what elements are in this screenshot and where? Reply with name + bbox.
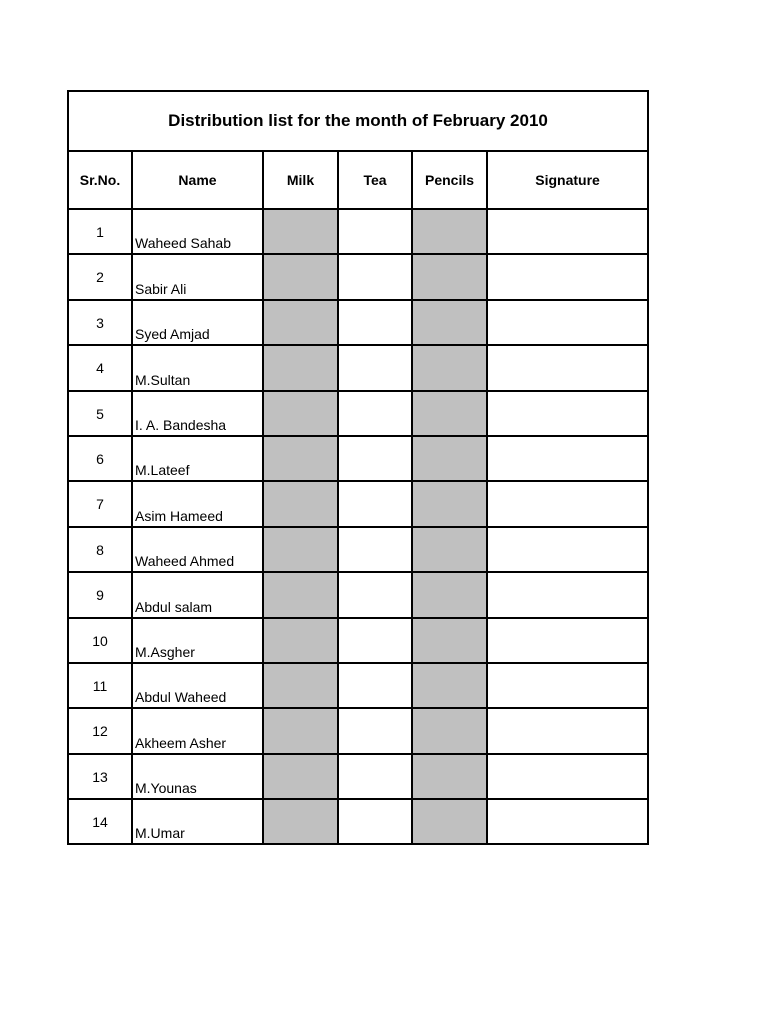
milk-cell[interactable] — [263, 391, 338, 436]
header-tea: Tea — [338, 151, 412, 209]
milk-cell[interactable] — [263, 300, 338, 345]
sr-no-cell: 3 — [68, 300, 132, 345]
name-cell: I. A. Bandesha — [132, 391, 263, 436]
name-cell: Waheed Ahmed — [132, 527, 263, 572]
signature-cell[interactable] — [487, 345, 648, 390]
table-row — [68, 254, 648, 299]
milk-cell[interactable] — [263, 618, 338, 663]
sr-no-cell: 5 — [68, 391, 132, 436]
name-cell: M.Asgher — [132, 618, 263, 663]
pencils-cell[interactable] — [412, 209, 487, 254]
name-cell: Abdul Waheed — [132, 663, 263, 708]
tea-cell[interactable] — [338, 391, 412, 436]
signature-cell[interactable] — [487, 572, 648, 617]
name-cell: M.Umar — [132, 799, 263, 844]
sr-no-cell: 7 — [68, 481, 132, 526]
pencils-cell[interactable] — [412, 391, 487, 436]
name-cell: Waheed Sahab — [132, 209, 263, 254]
sr-no-cell: 8 — [68, 527, 132, 572]
table-row — [68, 618, 648, 663]
milk-cell[interactable] — [263, 436, 338, 481]
table-row — [68, 663, 648, 708]
name-cell: Sabir Ali — [132, 254, 263, 299]
signature-cell[interactable] — [487, 663, 648, 708]
tea-cell[interactable] — [338, 618, 412, 663]
sr-no-cell: 12 — [68, 708, 132, 753]
sr-no-cell: 2 — [68, 254, 132, 299]
pencils-cell[interactable] — [412, 254, 487, 299]
name-cell: Syed Amjad — [132, 300, 263, 345]
milk-cell[interactable] — [263, 527, 338, 572]
name-cell: M.Lateef — [132, 436, 263, 481]
tea-cell[interactable] — [338, 527, 412, 572]
milk-cell[interactable] — [263, 345, 338, 390]
pencils-cell[interactable] — [412, 436, 487, 481]
tea-cell[interactable] — [338, 572, 412, 617]
pencils-cell[interactable] — [412, 345, 487, 390]
signature-cell[interactable] — [487, 754, 648, 799]
table-row — [68, 572, 648, 617]
name-cell: Abdul salam — [132, 572, 263, 617]
header-milk: Milk — [263, 151, 338, 209]
sr-no-cell: 6 — [68, 436, 132, 481]
header-pencils: Pencils — [412, 151, 487, 209]
table-row — [68, 754, 648, 799]
sr-no-cell: 11 — [68, 663, 132, 708]
tea-cell[interactable] — [338, 799, 412, 844]
table-row — [68, 345, 648, 390]
milk-cell[interactable] — [263, 572, 338, 617]
milk-cell[interactable] — [263, 663, 338, 708]
pencils-cell[interactable] — [412, 481, 487, 526]
signature-cell[interactable] — [487, 436, 648, 481]
name-cell: M.Younas — [132, 754, 263, 799]
tea-cell[interactable] — [338, 209, 412, 254]
table-row — [68, 708, 648, 753]
tea-cell[interactable] — [338, 300, 412, 345]
milk-cell[interactable] — [263, 799, 338, 844]
pencils-cell[interactable] — [412, 799, 487, 844]
header-signature: Signature — [487, 151, 648, 209]
pencils-cell[interactable] — [412, 708, 487, 753]
signature-cell[interactable] — [487, 708, 648, 753]
tea-cell[interactable] — [338, 481, 412, 526]
milk-cell[interactable] — [263, 708, 338, 753]
signature-cell[interactable] — [487, 300, 648, 345]
tea-cell[interactable] — [338, 436, 412, 481]
signature-cell[interactable] — [487, 618, 648, 663]
table-row — [68, 799, 648, 844]
table-row — [68, 391, 648, 436]
header-sr-no: Sr.No. — [68, 151, 132, 209]
tea-cell[interactable] — [338, 345, 412, 390]
sr-no-cell: 14 — [68, 799, 132, 844]
signature-cell[interactable] — [487, 799, 648, 844]
table-title: Distribution list for the month of February 2010 — [68, 91, 648, 151]
pencils-cell[interactable] — [412, 300, 487, 345]
pencils-cell[interactable] — [412, 618, 487, 663]
name-cell: Asim Hameed — [132, 481, 263, 526]
sr-no-cell: 10 — [68, 618, 132, 663]
header-row — [68, 151, 648, 209]
tea-cell[interactable] — [338, 663, 412, 708]
sr-no-cell: 13 — [68, 754, 132, 799]
milk-cell[interactable] — [263, 754, 338, 799]
table-row — [68, 209, 648, 254]
sr-no-cell: 4 — [68, 345, 132, 390]
table-row — [68, 300, 648, 345]
sr-no-cell: 9 — [68, 572, 132, 617]
name-cell: Akheem Asher — [132, 708, 263, 753]
milk-cell[interactable] — [263, 481, 338, 526]
table-row — [68, 527, 648, 572]
header-name: Name — [132, 151, 263, 209]
tea-cell[interactable] — [338, 254, 412, 299]
signature-cell[interactable] — [487, 481, 648, 526]
pencils-cell[interactable] — [412, 754, 487, 799]
tea-cell[interactable] — [338, 708, 412, 753]
table-row — [68, 481, 648, 526]
distribution-table — [67, 90, 649, 845]
sr-no-cell: 1 — [68, 209, 132, 254]
pencils-cell[interactable] — [412, 527, 487, 572]
tea-cell[interactable] — [338, 754, 412, 799]
milk-cell[interactable] — [263, 209, 338, 254]
title-row — [68, 91, 648, 151]
signature-cell[interactable] — [487, 527, 648, 572]
pencils-cell[interactable] — [412, 663, 487, 708]
name-cell: M.Sultan — [132, 345, 263, 390]
table-row — [68, 436, 648, 481]
signature-cell[interactable] — [487, 391, 648, 436]
pencils-cell[interactable] — [412, 572, 487, 617]
signature-cell[interactable] — [487, 254, 648, 299]
signature-cell[interactable] — [487, 209, 648, 254]
milk-cell[interactable] — [263, 254, 338, 299]
